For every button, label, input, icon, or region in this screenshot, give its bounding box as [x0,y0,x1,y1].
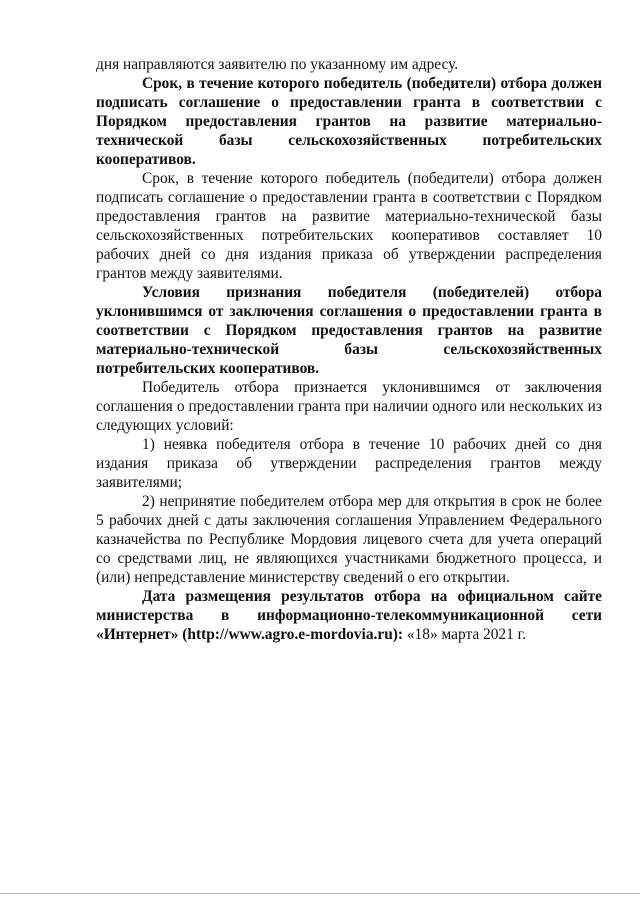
section3-paragraph [96,587,602,644]
section1-text: Срок, в течение которого победитель (победители) отбора должен подписать соглашение о предоставлении гранта в соответствии с Порядком предоставления грантов на развитие материально-технической базы сельскохозяйственных потребительских кооперативов составляет 10 рабочих дней со дня издания приказа об утверждении распределения грантов между заявителями. [96,170,602,282]
section3-date: «18» марта 2021 г. [403,626,527,643]
section2-intro: Победитель отбора признается уклонившимся от заключения соглашения о предоставлении гранта при наличии одного или нескольких из следующих условий: [96,379,602,434]
section2-heading: Условия признания победителя (победителей) отбора уклонившимся от заключения соглашения о предоставлении гранта в соответствии с Порядком предоставления грантов на развитие материально-технической базы сельскохозяйственных потребительских кооперативов. [96,284,602,377]
bottom-divider [0,893,640,894]
section3-heading: Дата размещения результатов отбора на официальном сайте министерства в информационно-телекоммуникационной сети «Интернет» (http://www.agro.e-mordovia.ru): [96,588,602,643]
section2-item-1: 1) неявка победителя отбора в течение 10 рабочих дней со дня издания приказа об утверждении распределения грантов между заявителями; [96,436,602,491]
continuation-text: дня направляются заявителю по указанному им адресу. [96,56,459,73]
section1-heading: Срок, в течение которого победитель (победители) отбора должен подписать соглашение о предоставлении гранта в соответствии с Порядком предоставления грантов на развитие материально-технической базы сельскохозяйственных потребительских кооперативов. [96,75,602,168]
section2-item-2: 2) непринятие победителем отбора мер для открытия в срок не более 5 рабочих дней с даты заключения соглашения Управлением Федерального казначейства по Республике Мордовия лицевого счета для учета операций со средствами лиц, не являющихся участниками бюджетного процесса, и (или) непредставление министерству сведений о его открытии. [96,493,602,586]
document-page [96,55,602,644]
